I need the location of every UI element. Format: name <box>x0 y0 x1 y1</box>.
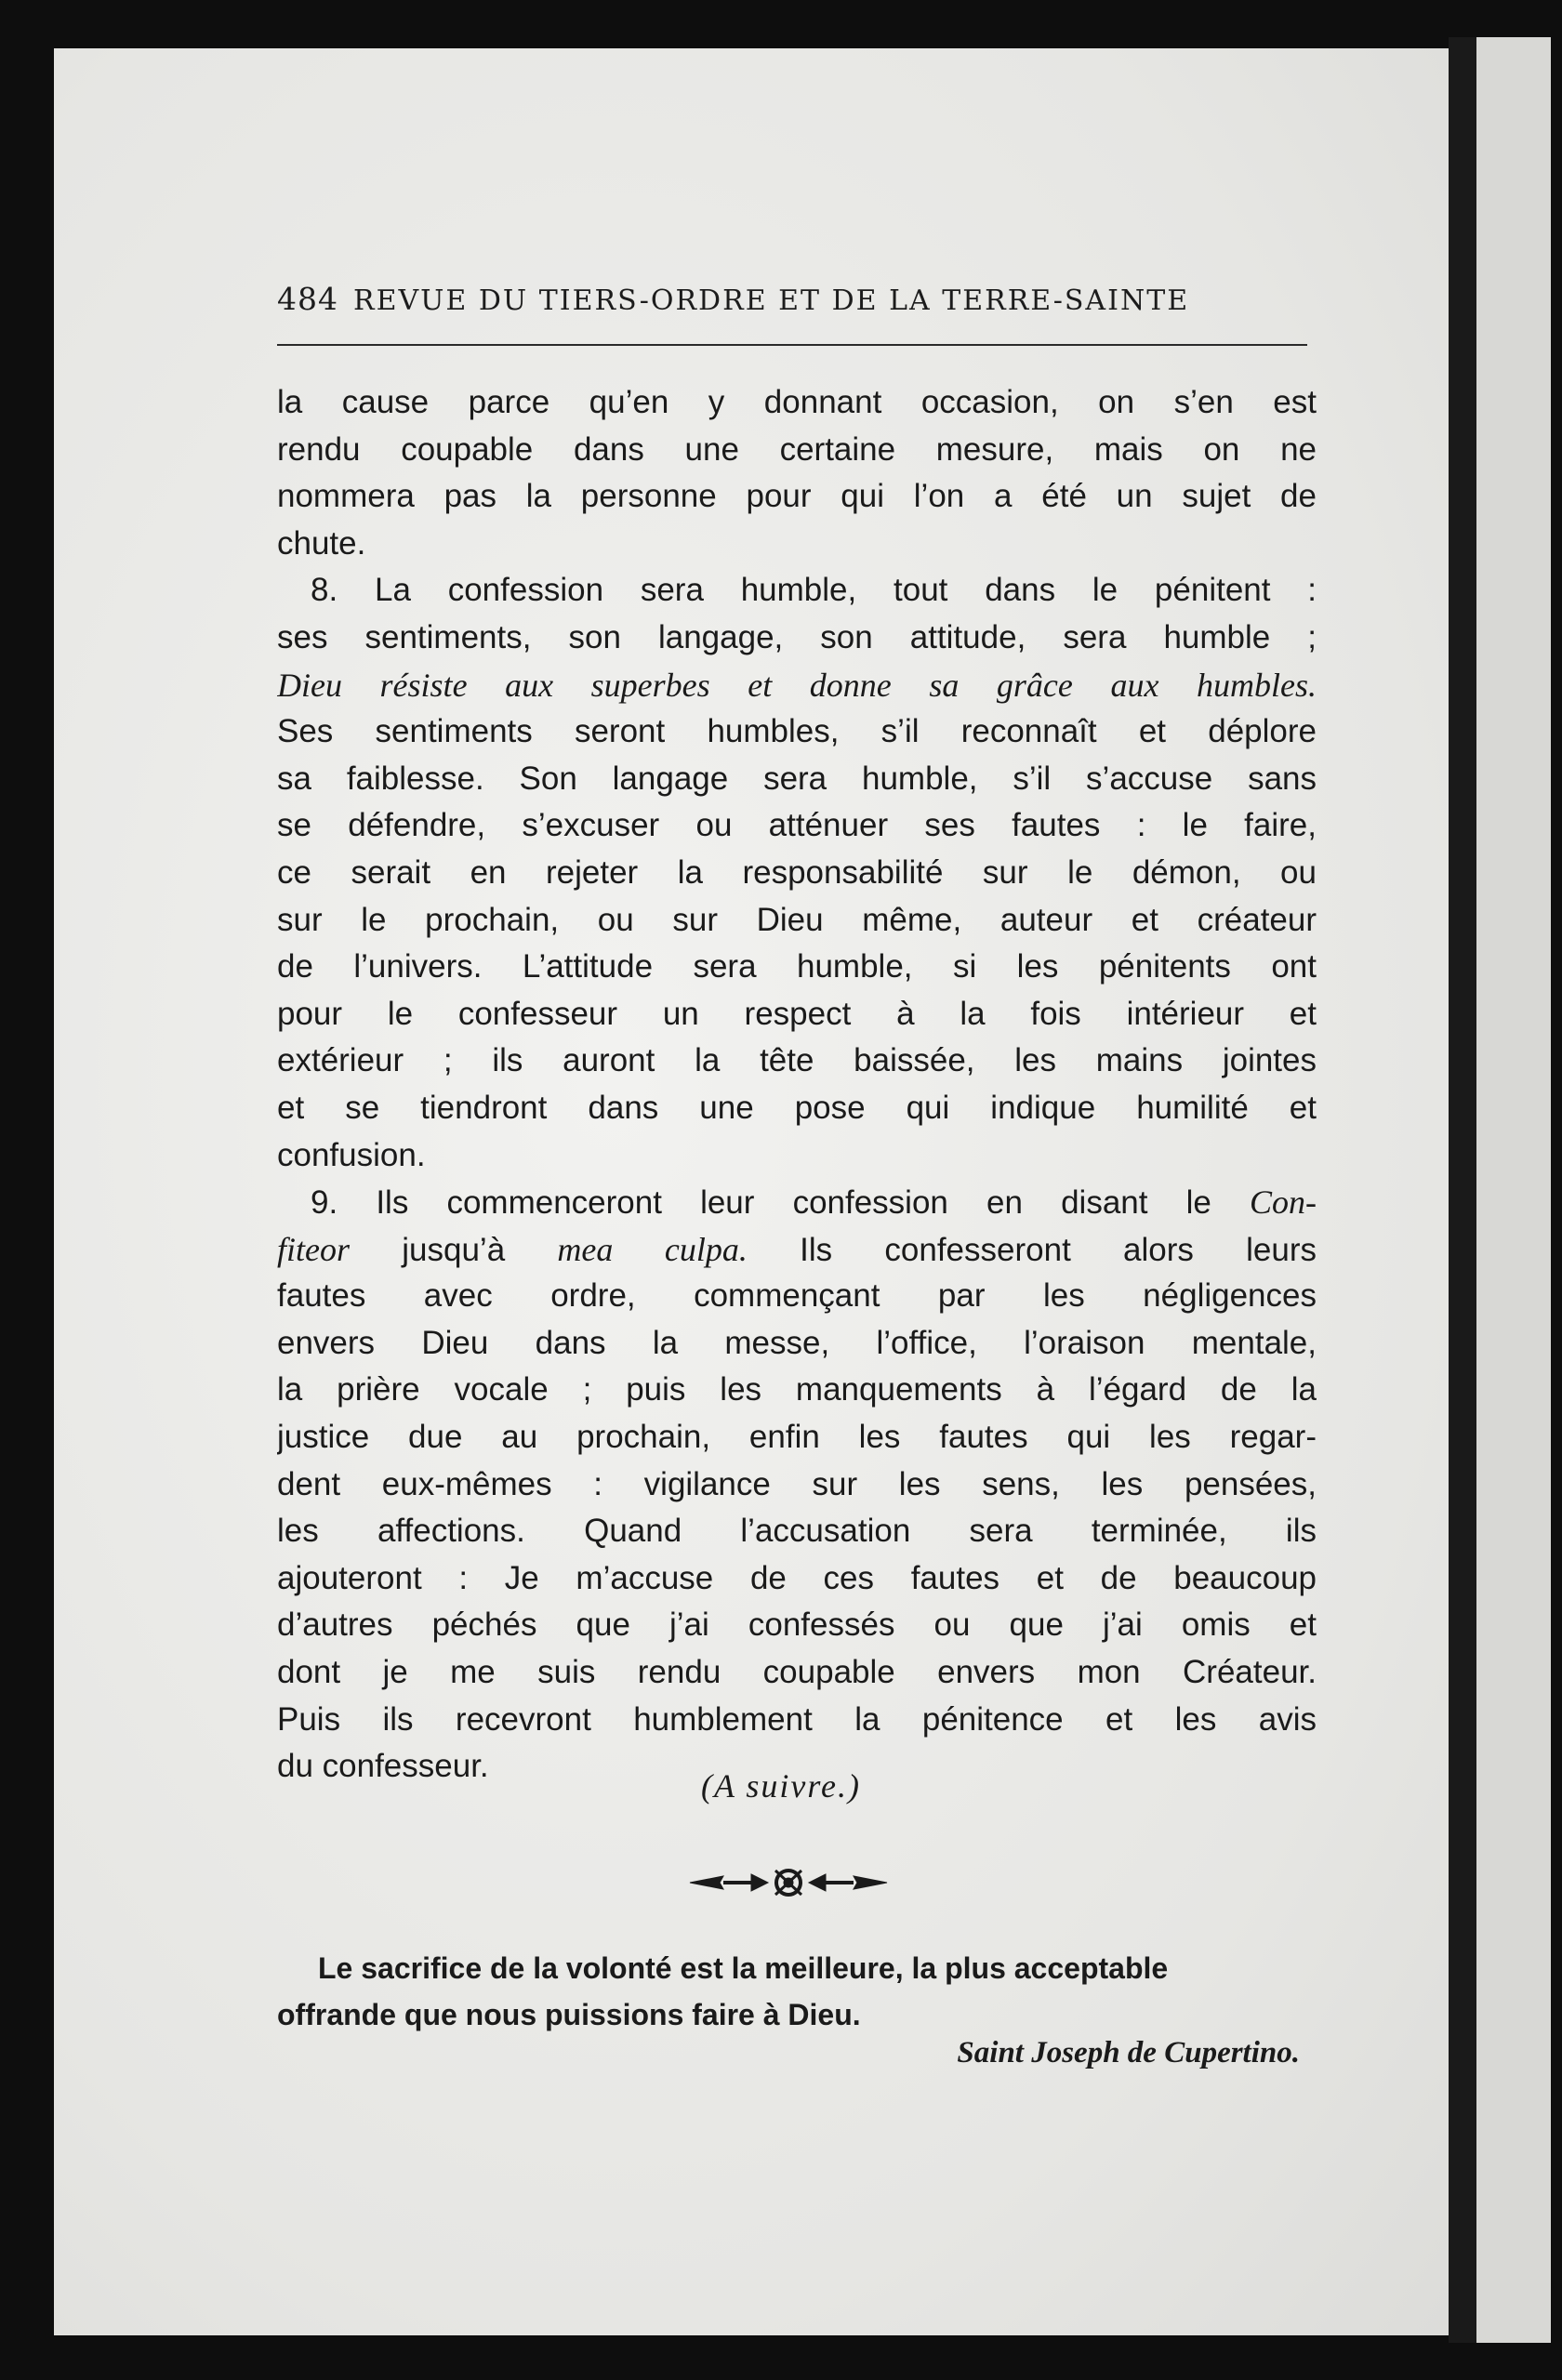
text-line: justice due au prochain, enfin les fautes qui les regar- <box>277 1419 1317 1456</box>
page-gutter <box>1449 37 1476 2343</box>
italic-text-line: Dieu résiste aux superbes et donne sa grâce aux humbles. <box>277 666 1317 704</box>
text-segment: 9. Ils commenceront leur confession en disant le <box>311 1184 1211 1222</box>
closing-quote <box>277 1945 1317 2038</box>
text-line: Ses sentiments seront humbles, s’il reconnaît et déplore <box>277 713 1317 750</box>
text-line: ses sentiments, son langage, son attitude, sera humble ; <box>277 618 1317 655</box>
text-line: les affections. Quand l’accusation sera terminée, ils <box>277 1513 1317 1550</box>
text-line: rendu coupable dans une certaine mesure, mais on ne <box>277 430 1317 468</box>
text-line <box>277 1179 1317 1226</box>
quote-line: Le sacrifice de la volonté est la meilleure, la plus acceptable <box>318 1951 1169 1985</box>
text-line: ce serait en rejeter la responsabilité sur le démon, ou <box>277 853 1317 891</box>
text-line <box>277 1226 1317 1274</box>
text-line: et se tiendront dans une pose qui indique humilité et <box>277 1089 1317 1126</box>
italic-segment: Con- <box>1250 1183 1317 1222</box>
running-title: REVUE DU TIERS-ORDRE ET DE LA TERRE-SAINTE <box>353 284 1190 317</box>
text-line: dont je me suis rendu coupable envers mon Créateur. <box>277 1654 1317 1691</box>
text-line: sur le prochain, ou sur Dieu même, auteur et créateur <box>277 901 1317 938</box>
italic-segment: mea culpa. <box>557 1230 748 1268</box>
text-segment: jusqu’à <box>402 1231 506 1268</box>
text-line: extérieur ; ils auront la tête baissée, les mains jointes <box>277 1042 1317 1079</box>
quote-author: Saint Joseph de Cupertino. <box>957 2036 1300 2069</box>
text-line: nommera pas la personne pour qui l’on a été un sujet de <box>277 478 1317 515</box>
fleuron-ornament-icon <box>686 1859 891 1906</box>
text-line: de l’univers. L’attitude sera humble, si les pénitents ont <box>277 948 1317 985</box>
body-text <box>277 379 1317 1791</box>
text-line: 8. La confession sera humble, tout dans le pénitent : <box>311 572 1317 609</box>
quote-line: offrande que nous puissions faire à Dieu. <box>277 1998 861 2031</box>
text-segment: Ils confesseront alors leurs <box>800 1231 1317 1268</box>
text-line: la cause parce qu’en y donnant occasion, on s’en est <box>277 384 1317 420</box>
italic-segment: fiteor <box>277 1230 350 1268</box>
text-line: sa faiblesse. Son langage sera humble, s’il s’accuse sans <box>277 760 1317 797</box>
text-line: chute. <box>277 524 366 562</box>
text-line: pour le confesseur un respect à la fois intérieur et <box>277 995 1317 1032</box>
text-line: confusion. <box>277 1136 426 1173</box>
text-line: envers Dieu dans la messe, l’office, l’oraison mentale, <box>277 1324 1317 1361</box>
text-line: fautes avec ordre, commençant par les négligences <box>277 1277 1317 1315</box>
running-header <box>277 281 1307 317</box>
text-line: du confesseur. <box>277 1748 489 1785</box>
text-line: se défendre, s’excuser ou atténuer ses fautes : le faire, <box>277 807 1317 844</box>
text-line: d’autres péchés que j’ai confessés ou que j’ai omis et <box>277 1606 1317 1644</box>
text-line: la prière vocale ; puis les manquements à l’égard de la <box>277 1371 1317 1408</box>
adjacent-page-edge <box>1476 37 1551 2343</box>
text-line: dent eux-mêmes : vigilance sur les sens, les pensées, <box>277 1465 1317 1502</box>
page-number: 484 <box>277 281 338 317</box>
header-rule <box>277 344 1307 346</box>
text-line: ajouteront : Je m’accuse de ces fautes et de beaucoup <box>277 1559 1317 1596</box>
text-line: Puis ils recevront humblement la pénitence et les avis <box>277 1700 1317 1738</box>
to-be-continued: (A suivre.) <box>701 1767 861 1805</box>
